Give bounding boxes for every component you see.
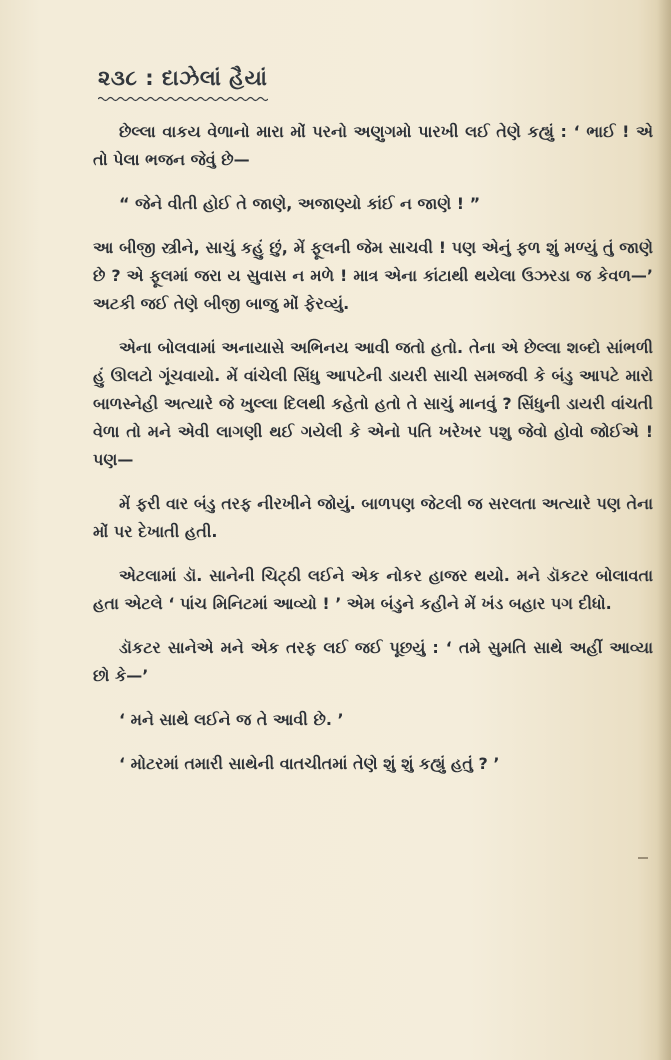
paragraph: એના બોલવામાં અનાયાસે અભિનય આવી જતો હતો. તેના એ છેલ્લા શબ્દો સાંભળી હું ઊલટો ગૂંચવાયો. મેં વાંચેલી સિંધુ આપટેની ડાયરી સાચી સમજવી કે બંડુ આપટે મારો બાળસ્નેહી અત્યારે જે ખુલ્લા દિલથી કહેતો હતો તે સાચું માનવું ? સિંધુની ડાયરી વાંચતી વેળા તો મને એવી લાગણી થઈ ગયેલી કે એનો પતિ ખરેખર પશુ જેવો હોવો જોઈએ ! પણ— [93,338,653,469]
running-header [98,66,267,91]
page-edge-shadow [657,0,671,1060]
paragraph: મેં ફરી વાર બંડુ તરફ નીરખીને જોયું. બાળપણ જેટલી જ સરલતા અત્યારે પણ તેના મોં પર દેખાતી હતી. [93,494,653,541]
stray-dash-mark [638,857,648,859]
book-title: દાઝેલાં હૈયાં [161,66,268,90]
paragraph: એટલામાં ડૉ. સાનેની ચિટ્ઠી લઈને એક નોકર હાજર થયો. મને ડૉકટર બોલાવતા હતા એટલે ‘ પાંચ મિનિટમાં આવ્યો ! ’ એમ બંડુને કહીને મેં ખંડ બહાર પગ દીધો. [93,566,653,613]
body-text [93,118,653,794]
paragraph: છેલ્લા વાકય વેળાનો મારા મોં પરનો અણુગમો પારખી લઈ તેણે કહ્યું : ‘ ભાઈ ! એ તો પેલા ભજન જેવું છે— [93,122,653,169]
dialogue-line: ‘ મને સાથે લઈને જ તે આવી છે. ’ [119,710,344,729]
paragraph: આ બીજી સ્ત્રીને, સાચું કહું છું, મેં ફૂલની જેમ સાચવી ! પણ એનું ફળ શું મળ્યું તું જાણે છે ? એ ફૂલમાં જરા ય સુવાસ ન મળે ! માત્ર એના કાંટાથી થયેલા ઉઝરડા જ કેવળ—’ અટકી જઈ તેણે બીજી બાજુ મોં ફેરવ્યું. [93,238,653,313]
header-wavy-rule [98,96,268,102]
page-number: ૨૩૮ [98,66,138,90]
paragraph: ડૉકટર સાનેએ મને એક તરફ લઈ જઈ પૂછયું : ‘ તમે સુમતિ સાથે અહીં આવ્યા છો કે—’ [93,638,653,685]
dialogue-line: ‘ મોટરમાં તમારી સાથેની વાતચીતમાં તેણે શું શું કહ્યું હતું ? ’ [119,754,500,773]
quoted-verse: “ જેને વીતી હોઈ તે જાણે, અજાણ્યો કાંઈ ન જાણે ! ” [119,194,481,213]
header-separator: : [145,66,155,90]
